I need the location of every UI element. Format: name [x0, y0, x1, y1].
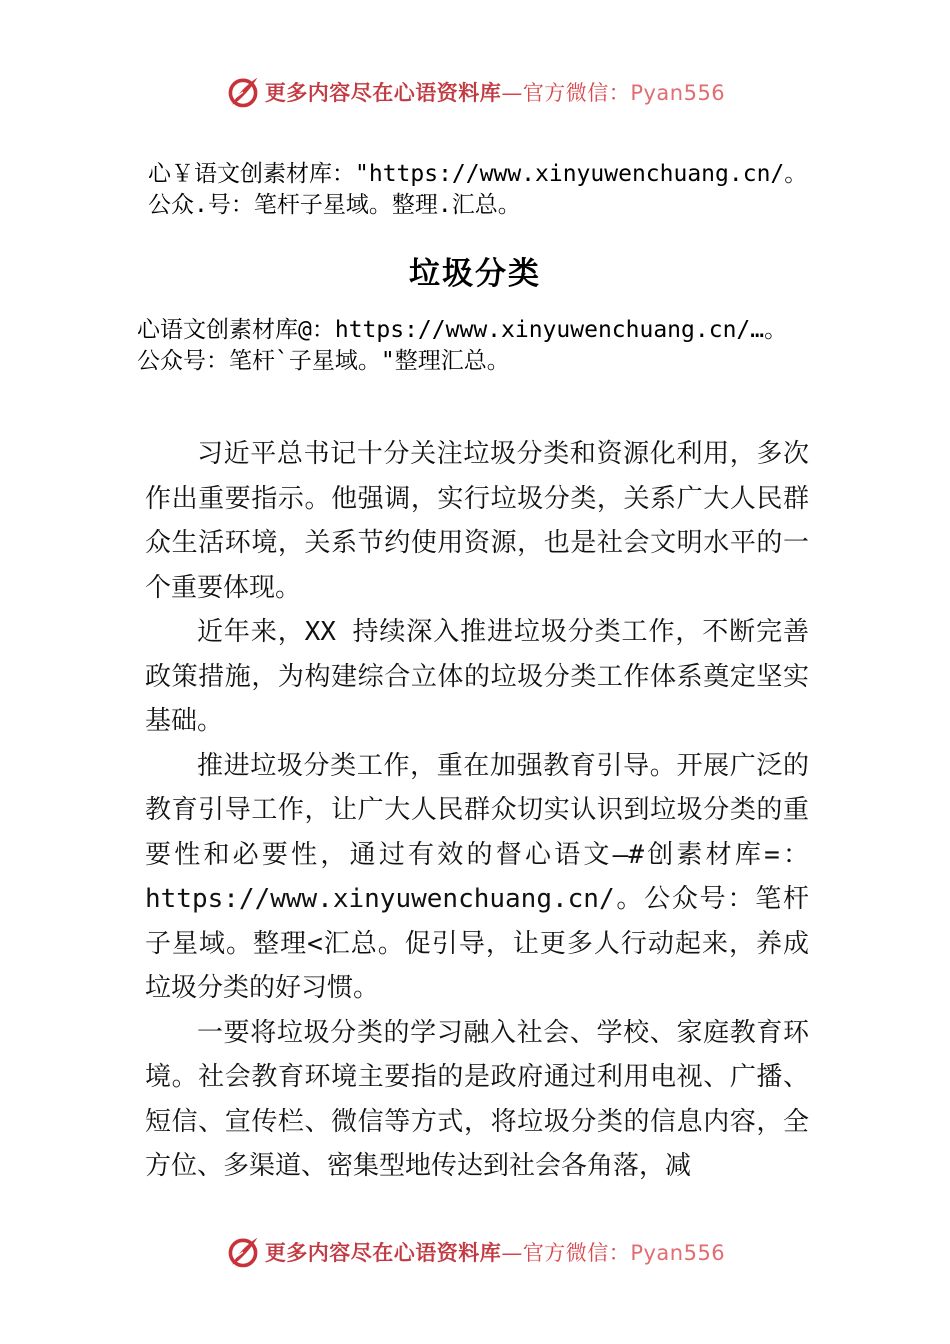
document-body — [145, 432, 809, 1189]
banner-text — [265, 77, 725, 107]
banner-content — [225, 74, 725, 110]
source-note-2-line1: 心语文创素材库@：https://www.xinyuwenchuang.cn/…。 — [137, 317, 788, 343]
footer-banner-main: 更多内容尽在心语资料库 — [264, 1241, 502, 1265]
source-note-2 — [137, 315, 787, 377]
footer-banner-content — [225, 1234, 725, 1270]
paragraph-4: 一要将垃圾分类的学习融入社会、学校、家庭教育环境。社会教育环境主要指的是政府通过利用电视、广播、短信、宣传栏、微信等方式，将垃圾分类的信息内容，全方位、多渠道、密集型地传达到社会各角落，减 — [145, 1017, 809, 1181]
quill-pen-logo-icon — [225, 1234, 261, 1270]
source-note-2-line2: 公众号：笔杆`子星域。"整理汇总。 — [137, 348, 510, 374]
quill-pen-logo-icon — [225, 74, 261, 110]
source-note-1 — [148, 159, 807, 221]
paragraph-3: 推进垃圾分类工作，重在加强教育引导。开展广泛的教育引导工作，让广大人民群众切实认识到垃圾分类的重要性和必要性，通过有效的督心语文—#创素材库=：https://www.xinyuwenchuang.cn/。公众号：笔杆子星域。整理<汇总。促引导，让更多人行动起来，养成垃圾分类的好习惯。 — [145, 750, 809, 1003]
header-banner — [0, 68, 950, 116]
banner-main: 更多内容尽在心语资料库 — [264, 81, 502, 105]
footer-banner-dash: — — [501, 1241, 523, 1265]
document-title: 垃圾分类 — [409, 256, 541, 292]
paragraph-2: 近年来，XX 持续深入推进垃圾分类工作，不断完善政策措施，为构建综合立体的垃圾分类工作体系奠定坚实基础。 — [145, 617, 809, 736]
source-note-1-line1: 心￥语文创素材库："https://www.xinyuwenchuang.cn/。 — [148, 161, 808, 187]
footer-banner-wechat-id: Pyan556 — [630, 1241, 726, 1265]
footer-banner-wechat-label: 官方微信： — [522, 1241, 631, 1265]
paragraph-1: 习近平总书记十分关注垃圾分类和资源化利用，多次作出重要指示。他强调，实行垃圾分类，关系广大人民群众生活环境，关系节约使用资源，也是社会文明水平的一个重要体现。 — [145, 439, 809, 603]
footer-banner-text — [265, 1237, 725, 1267]
banner-wechat-label: 官方微信： — [522, 81, 631, 105]
banner-dash: — — [501, 81, 523, 105]
footer-banner — [0, 1228, 950, 1276]
source-note-1-line2: 公众.号：笔杆子星域。整理.汇总。 — [148, 192, 521, 218]
banner-wechat-id: Pyan556 — [630, 81, 726, 105]
